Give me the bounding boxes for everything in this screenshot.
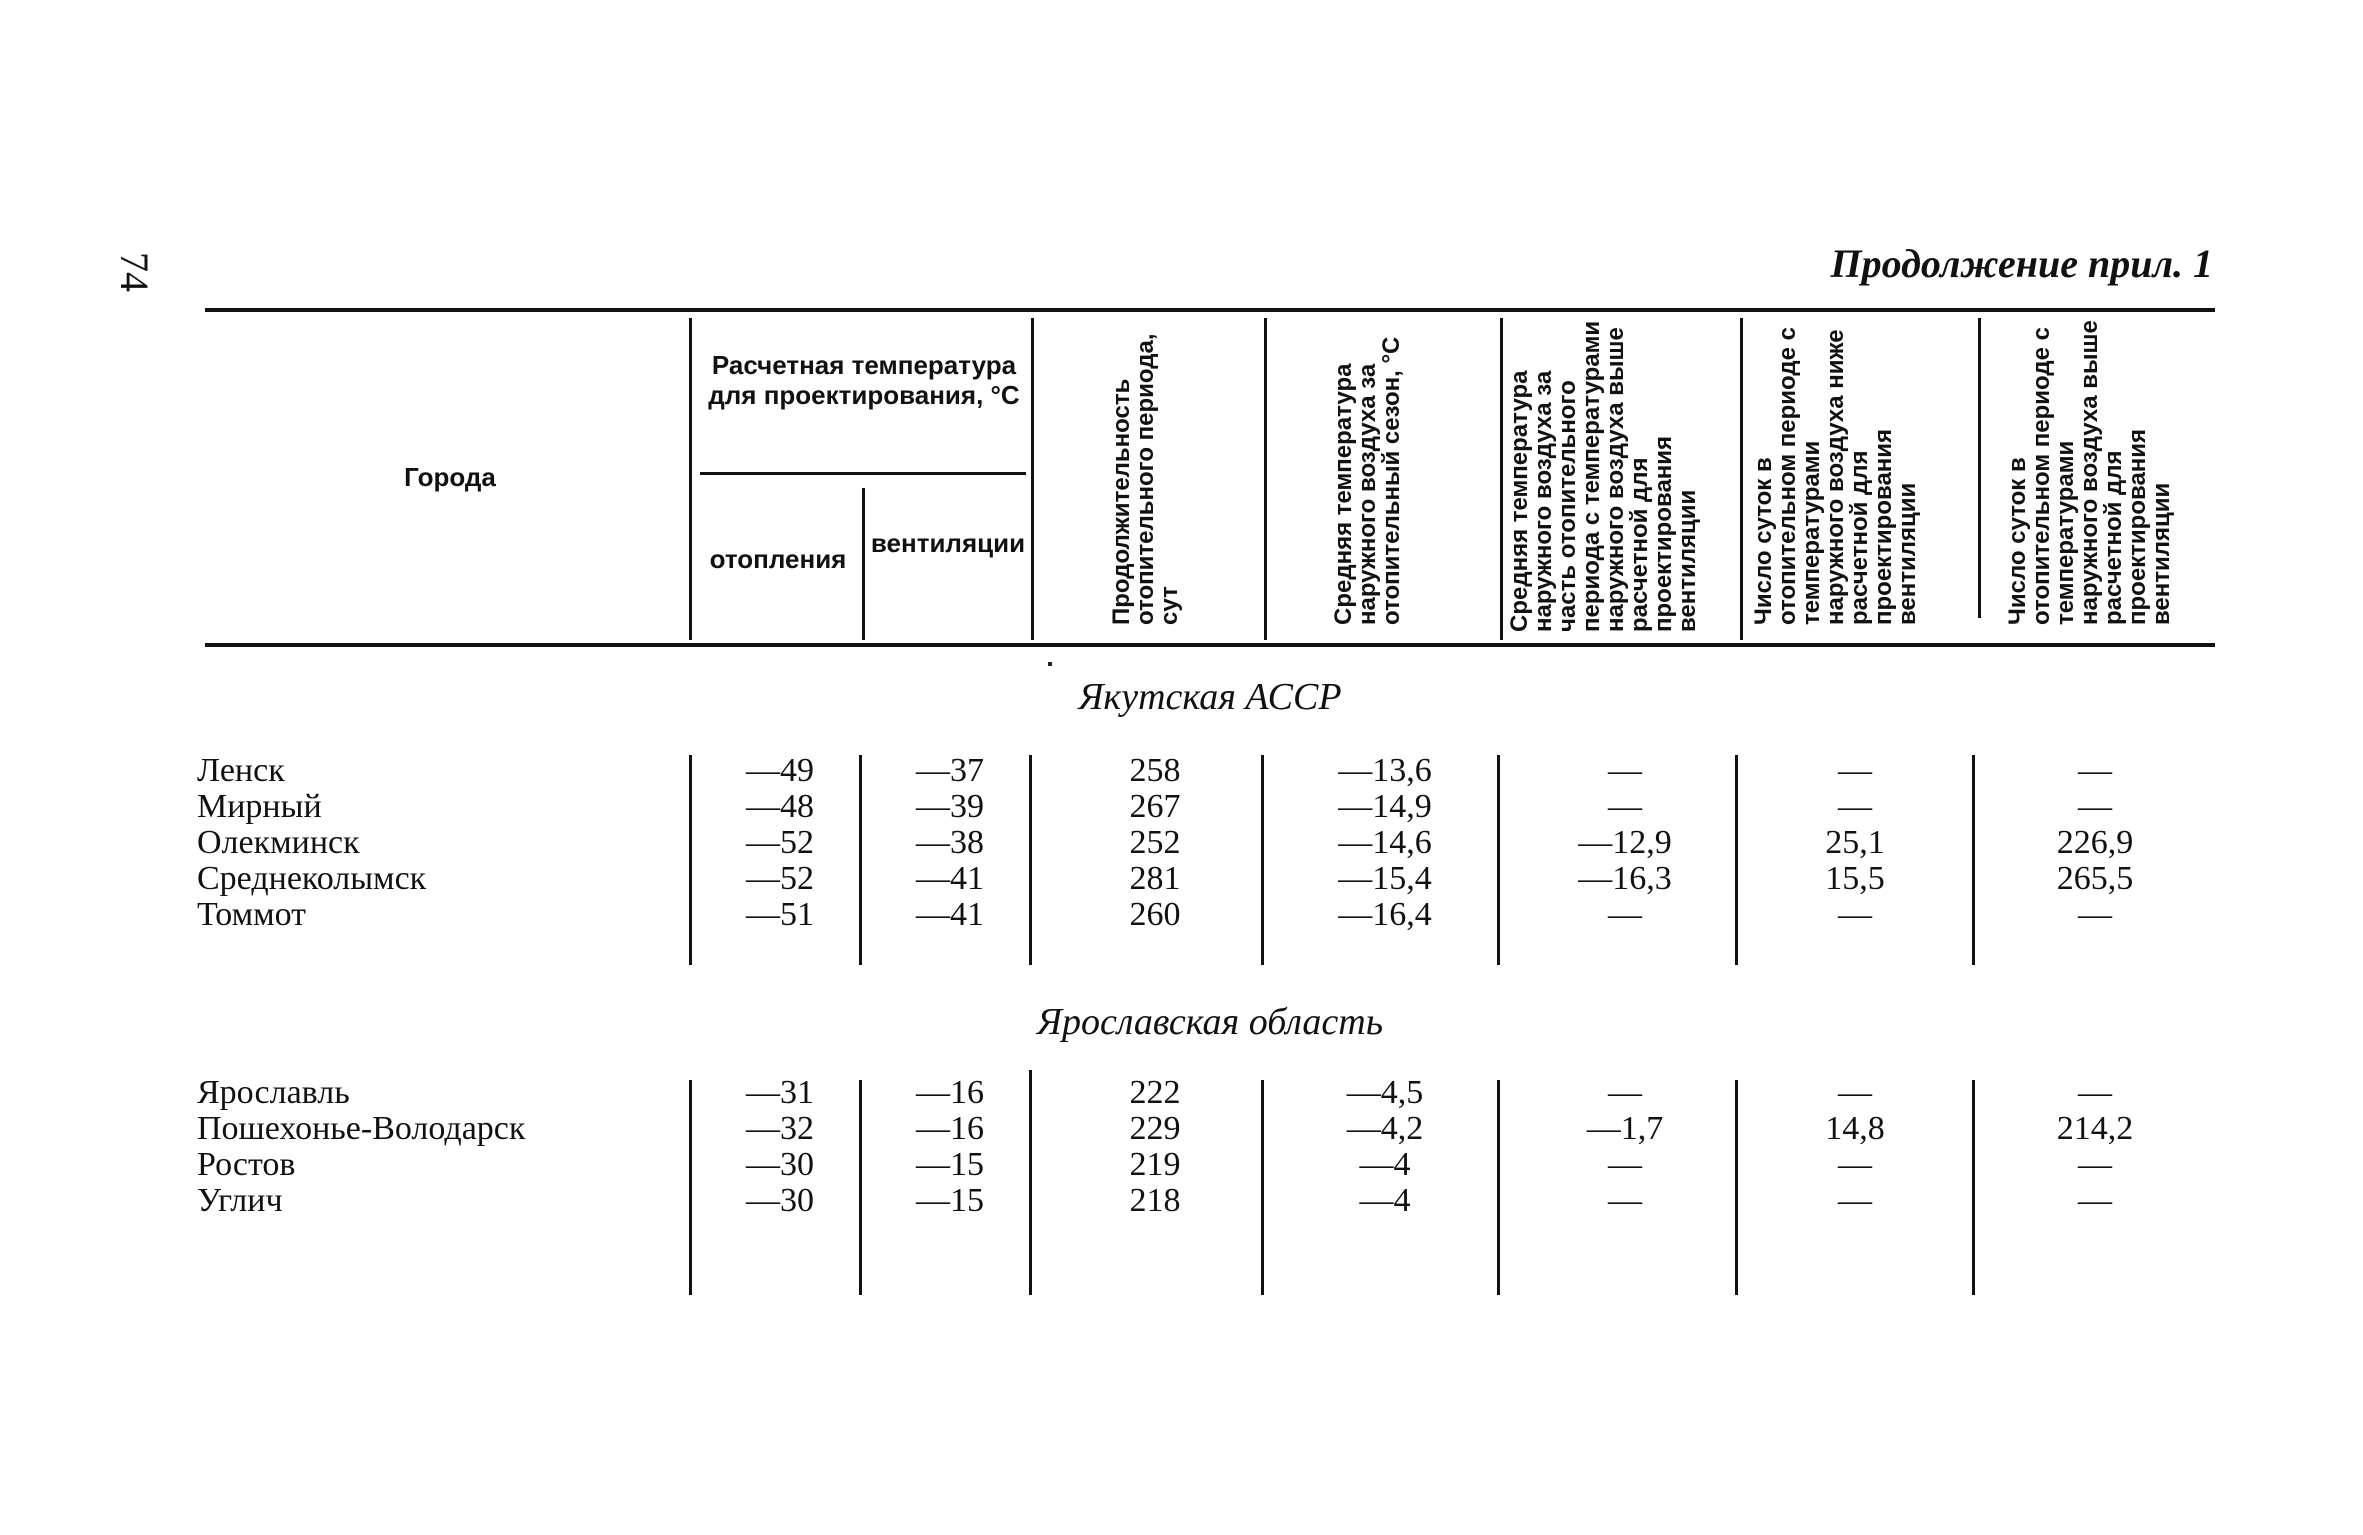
average-temp-above-vent: — [1608,1182,1642,1219]
city-name: Углич [197,1182,283,1219]
header-avg-temp: Средняя температура наружного воздуха за отопительный сезон, °С [1330,336,1405,625]
average-temp-above-vent: — [1608,1146,1642,1183]
heating-duration: 218 [1129,1182,1181,1219]
header-days-above: Число суток в отопительном периоде с температурами наружного воздуха выше расчетной для проектирования вентиляции [2004,320,2175,625]
ventilation-temp: —38 [916,824,984,861]
days-below: — [1838,1182,1872,1219]
body-divider [1972,1080,1975,1295]
ventilation-temp: —16 [916,1110,984,1147]
header-divider [1500,318,1503,640]
body-divider [1972,755,1975,965]
heating-duration: 222 [1129,1074,1181,1111]
page-number: 74 [112,252,157,292]
heating-duration: 229 [1129,1110,1181,1147]
heating-duration: 267 [1129,788,1181,825]
table-top-rule [205,308,2215,312]
average-temp: —4 [1359,1146,1411,1183]
days-below: — [1838,1074,1872,1111]
header-ventilation: вентиляции [870,528,1026,558]
average-temp-above-vent: —12,9 [1578,824,1672,861]
heating-temp: —52 [746,824,814,861]
continuation-label: Продолжение прил. 1 [1830,241,2213,286]
header-divider [1031,318,1034,640]
average-temp: —14,9 [1338,788,1432,825]
average-temp: —14,6 [1338,824,1432,861]
average-temp-above-vent: —1,7 [1586,1110,1664,1147]
days-above: 226,9 [2056,824,2134,861]
header-divider [1740,318,1743,640]
ventilation-temp: —15 [916,1146,984,1183]
average-temp: —16,4 [1338,896,1432,933]
heating-temp: —49 [746,752,814,789]
average-temp-above-vent: — [1608,1074,1642,1111]
days-below: — [1838,1146,1872,1183]
ventilation-temp: —15 [916,1182,984,1219]
average-temp: —15,4 [1338,860,1432,897]
heating-temp: —51 [746,896,814,933]
city-name: Ростов [197,1146,296,1183]
days-above: — [2078,1146,2112,1183]
days-below: — [1838,896,1872,933]
header-divider [862,488,865,640]
heating-temp: —52 [746,860,814,897]
days-above: — [2078,788,2112,825]
city-name: Ярославль [197,1074,350,1111]
header-heating: отопления [709,544,847,574]
days-below: — [1838,752,1872,789]
heating-duration: 260 [1129,896,1181,933]
heating-duration: 252 [1129,824,1181,861]
header-divider [1978,318,1981,618]
days-below: 14,8 [1825,1110,1885,1147]
days-below: 15,5 [1825,860,1885,897]
header-divider [1264,318,1267,640]
days-below: 25,1 [1825,824,1885,861]
days-above: — [2078,752,2112,789]
heating-temp: —32 [746,1110,814,1147]
print-speck [1048,662,1052,666]
header-divider [689,318,692,640]
days-above: — [2078,896,2112,933]
city-name: Томмот [197,896,307,933]
heating-temp: —30 [746,1146,814,1183]
average-temp-above-vent: —16,3 [1578,860,1672,897]
ventilation-temp: —37 [916,752,984,789]
header-design-temp: Расчетная температура для проектирования, °С [708,350,1020,410]
city-name: Ленск [197,752,285,789]
average-temp-above-vent: — [1608,896,1642,933]
average-temp-above-vent: — [1608,752,1642,789]
city-name: Пошехонье-Володарск [197,1110,526,1147]
ventilation-temp: —39 [916,788,984,825]
average-temp-above-vent: — [1608,788,1642,825]
heating-temp: —30 [746,1182,814,1219]
heating-duration: 258 [1129,752,1181,789]
header-avg-temp-above-vent: Средняя температура наружного воздуха за часть отопительного периода с температурами наружного воздуха выше расчетной для проектирования вентиляции [1506,320,1701,632]
ventilation-temp: —16 [916,1074,984,1111]
table-header-rule [205,643,2215,647]
header-subgroup-rule [700,472,1026,475]
city-name: Мирный [197,788,322,825]
section-title: Якутская АССР [1078,676,1342,718]
city-name: Среднеколымск [197,860,427,897]
average-temp: —4,2 [1346,1110,1424,1147]
section-title: Ярославская область [1036,1001,1384,1043]
body-divider [689,1080,692,1295]
average-temp: —4 [1359,1182,1411,1219]
heating-temp: —48 [746,788,814,825]
heating-duration: 281 [1129,860,1181,897]
heating-duration: 219 [1129,1146,1181,1183]
days-below: — [1838,788,1872,825]
average-temp: —13,6 [1338,752,1432,789]
city-name: Олекминск [197,824,360,861]
body-divider [689,755,692,965]
average-temp: —4,5 [1346,1074,1424,1111]
ventilation-temp: —41 [916,860,984,897]
days-above: — [2078,1182,2112,1219]
heating-temp: —31 [746,1074,814,1111]
ventilation-temp: —41 [916,896,984,933]
header-duration: Продолжительность отопительного периода, сут [1108,333,1183,625]
days-above: 265,5 [2056,860,2134,897]
days-above: — [2078,1074,2112,1111]
header-days-below: Число суток в отопительном периоде с температурами наружного воздуха ниже расчетной для проектирования вентиляции [1750,327,1921,625]
header-city: Города [404,462,496,492]
days-above: 214,2 [2056,1110,2134,1147]
